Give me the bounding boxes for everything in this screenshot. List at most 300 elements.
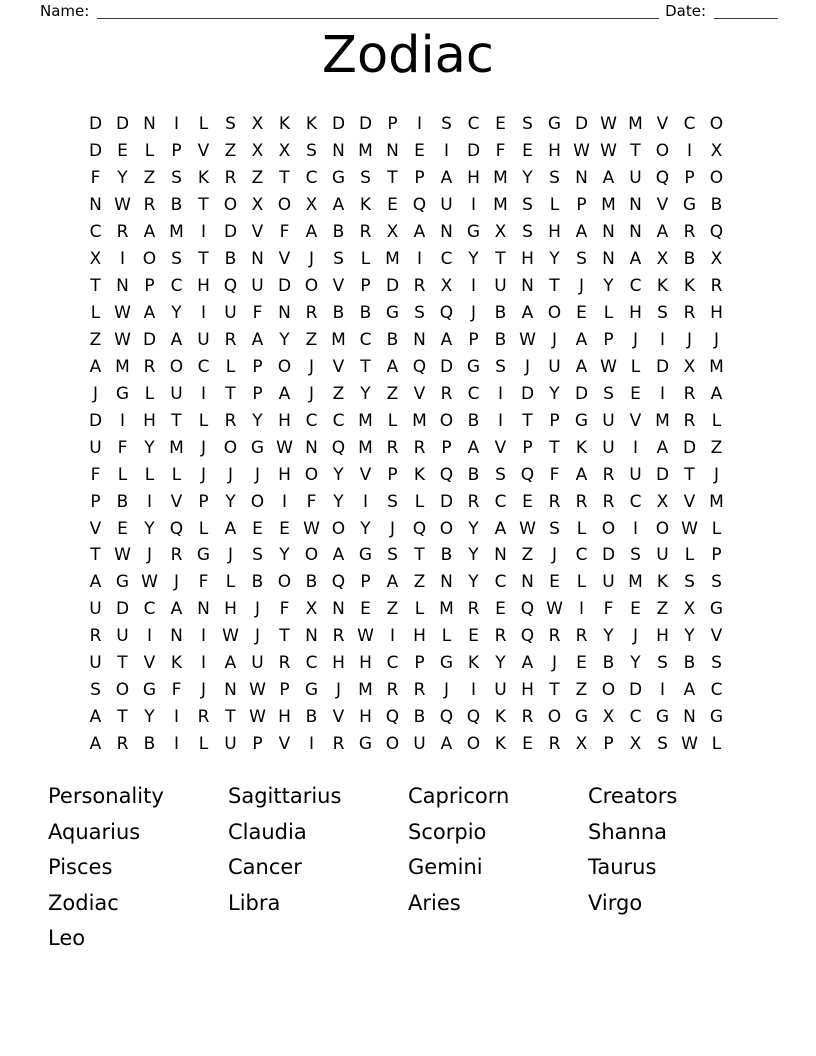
grid-cell: I [146, 491, 152, 512]
word-item: Cancer [228, 855, 302, 880]
grid-cell: N [440, 222, 453, 243]
grid-cell: U [251, 653, 264, 674]
grid-cell: O [709, 168, 724, 189]
grid-cell: V [278, 249, 291, 270]
grid-cell: V [656, 195, 669, 216]
grid-cell: T [522, 410, 533, 431]
grid-cell: M [439, 599, 454, 620]
grid-cell: W [573, 141, 590, 162]
grid-cell: T [360, 356, 371, 377]
grid-cell: R [440, 383, 453, 404]
grid-cell: R [683, 222, 696, 243]
word-item: Taurus [588, 855, 657, 880]
grid-cell: Q [439, 707, 454, 728]
grid-cell: T [279, 168, 290, 189]
grid-cell: V [143, 653, 156, 674]
grid-cell: O [304, 545, 319, 566]
grid-cell: R [413, 680, 426, 701]
grid-cell: N [629, 222, 642, 243]
grid-cell: A [143, 222, 156, 243]
date-blank-line [714, 2, 778, 19]
grid-cell: M [358, 410, 373, 431]
grid-cell: C [494, 491, 507, 512]
grid-cell: A [224, 518, 237, 539]
grid-cell: C [629, 276, 642, 297]
grid-cell: U [224, 303, 237, 324]
grid-cell: S [711, 653, 722, 674]
grid-cell: Z [386, 383, 399, 404]
grid-cell: A [278, 383, 291, 404]
grid-cell: V [170, 491, 183, 512]
word-item: Zodiac [48, 890, 119, 915]
grid-cell: R [359, 222, 372, 243]
grid-cell: A [386, 572, 399, 593]
grid-cell: A [521, 303, 534, 324]
grid-cell: N [143, 114, 156, 135]
word-column [228, 779, 408, 921]
grid-cell: L [90, 303, 101, 324]
grid-cell: M [628, 114, 643, 135]
grid-cell: B [143, 734, 156, 755]
grid-cell: M [385, 249, 400, 270]
grid-cell: R [575, 491, 588, 512]
grid-cell: B [386, 329, 399, 350]
grid-cell: T [630, 141, 641, 162]
grid-cell: L [225, 356, 236, 377]
grid-cell: O [142, 249, 157, 270]
grid-cell: U [197, 329, 210, 350]
grid-cell: I [200, 653, 206, 674]
grid-cell: T [117, 707, 128, 728]
grid-cell: S [603, 383, 614, 404]
grid-cell: V [683, 491, 696, 512]
grid-cell: R [467, 491, 480, 512]
grid-cell: O [601, 680, 616, 701]
word-item: Pisces [48, 855, 113, 880]
grid-cell: Z [521, 545, 534, 566]
grid-cell: R [413, 437, 426, 458]
grid-cell: L [144, 141, 155, 162]
grid-cell: T [171, 410, 182, 431]
grid-cell: J [713, 329, 719, 350]
grid-cell: X [656, 249, 669, 270]
grid-cell: U [170, 383, 183, 404]
grid-cell: O [277, 572, 292, 593]
grid-cell: Y [549, 249, 560, 270]
grid-cell: I [200, 626, 206, 647]
grid-cell: V [332, 356, 345, 377]
word-item: Creators [588, 784, 678, 808]
grid-cell: L [171, 464, 182, 485]
grid-cell: C [386, 653, 399, 674]
grid-cell: K [575, 437, 588, 458]
grid-cell: H [710, 303, 723, 324]
grid-cell: N [602, 222, 615, 243]
grid-cell: D [601, 545, 616, 566]
grid-cell: P [171, 141, 182, 162]
grid-cell: I [281, 491, 287, 512]
grid-cell: E [630, 599, 641, 620]
grid-cell: D [115, 599, 130, 620]
grid-cell: U [89, 653, 102, 674]
grid-cell: K [197, 168, 210, 189]
grid-cell: B [305, 707, 318, 728]
grid-cell: P [252, 383, 263, 404]
grid-cell: F [306, 491, 317, 512]
grid-cell: J [227, 545, 233, 566]
grid-cell: B [440, 545, 453, 566]
grid-cell: M [628, 572, 643, 593]
grid-cell: D [385, 276, 400, 297]
grid-cell: X [251, 141, 264, 162]
grid-cell: M [709, 491, 724, 512]
grid-cell: W [276, 437, 293, 458]
grid-cell: P [360, 276, 371, 297]
grid-cell: Q [655, 168, 670, 189]
grid-cell: X [629, 734, 642, 755]
grid-cell: I [659, 680, 665, 701]
grid-cell: R [197, 707, 210, 728]
grid-cell: M [358, 437, 373, 458]
grid-cell: E [522, 141, 533, 162]
grid-cell: W [141, 572, 158, 593]
grid-cell: L [387, 410, 398, 431]
grid-cell: H [467, 168, 480, 189]
grid-cell: V [278, 734, 291, 755]
grid-cell: C [629, 491, 642, 512]
grid-cell: S [495, 356, 506, 377]
word-item: Shanna [588, 819, 667, 844]
puzzle-title: Zodiac [322, 26, 494, 85]
grid-cell: I [200, 303, 206, 324]
grid-cell: R [413, 276, 426, 297]
grid-cell: I [173, 707, 179, 728]
grid-cell: J [200, 437, 206, 458]
grid-cell: P [603, 329, 614, 350]
grid-cell: I [470, 680, 476, 701]
grid-cell: A [305, 222, 318, 243]
grid-cell: A [332, 195, 345, 216]
grid-cell: G [466, 356, 481, 377]
grid-cell: Q [709, 222, 724, 243]
grid-cell: D [88, 410, 103, 431]
grid-cell: P [576, 195, 587, 216]
grid-cell: A [386, 356, 399, 377]
grid-cell: W [519, 518, 536, 539]
grid-cell: U [413, 734, 426, 755]
grid-cell: J [632, 329, 638, 350]
grid-cell: L [198, 518, 209, 539]
grid-cell: G [682, 195, 697, 216]
grid-cell: Y [468, 518, 479, 539]
grid-cell: O [250, 491, 265, 512]
grid-cell: R [386, 437, 399, 458]
grid-cell: P [522, 437, 533, 458]
grid-cell: J [200, 464, 206, 485]
grid-cell: I [173, 734, 179, 755]
grid-cell: G [574, 707, 589, 728]
grid-cell: L [441, 626, 452, 647]
grid-cell: D [520, 383, 535, 404]
grid-cell: D [277, 276, 292, 297]
grid-cell: H [656, 626, 669, 647]
grid-cell: I [632, 437, 638, 458]
grid-cell: A [683, 680, 696, 701]
grid-cell: I [416, 249, 422, 270]
grid-cell: J [254, 464, 260, 485]
grid-cell: U [89, 437, 102, 458]
grid-cell: B [332, 303, 345, 324]
grid-cell: A [575, 464, 588, 485]
grid-cell: U [116, 626, 129, 647]
grid-cell: R [170, 545, 183, 566]
grid-cell: O [655, 141, 670, 162]
word-column [588, 779, 768, 921]
grid-cell: D [439, 356, 454, 377]
grid-cell: A [602, 168, 615, 189]
grid-cell: B [467, 464, 480, 485]
word-item: Aquarius [48, 819, 141, 844]
grid-cell: P [90, 491, 101, 512]
grid-cell: T [117, 653, 128, 674]
grid-cell: X [683, 599, 696, 620]
grid-cell: J [92, 383, 98, 404]
grid-cell: E [495, 599, 506, 620]
grid-cell: G [331, 168, 346, 189]
grid-cell: N [89, 195, 102, 216]
grid-cell: W [546, 599, 563, 620]
grid-cell: T [549, 437, 560, 458]
grid-cell: Q [412, 195, 427, 216]
grid-cell: J [524, 356, 530, 377]
grid-cell: E [117, 518, 128, 539]
grid-cell: R [548, 491, 561, 512]
grid-cell: D [142, 329, 157, 350]
grid-cell: H [278, 464, 291, 485]
grid-cell: T [198, 249, 209, 270]
grid-cell: L [684, 545, 695, 566]
grid-cell: J [551, 545, 557, 566]
grid-cell: O [277, 195, 292, 216]
grid-cell: C [710, 680, 723, 701]
grid-cell: O [547, 303, 562, 324]
grid-cell: Q [439, 303, 454, 324]
grid-cell: P [468, 329, 479, 350]
grid-cell: T [225, 707, 236, 728]
grid-cell: Y [549, 383, 560, 404]
grid-cell: U [224, 734, 237, 755]
word-item: Personality [48, 784, 164, 808]
grid-cell: G [115, 572, 130, 593]
grid-cell: B [494, 329, 507, 350]
grid-cell: W [114, 195, 131, 216]
grid-cell: O [439, 518, 454, 539]
grid-cell: L [198, 734, 209, 755]
grid-cell: I [362, 491, 368, 512]
grid-cell: A [170, 599, 183, 620]
grid-cell: B [683, 653, 696, 674]
grid-cell: X [386, 222, 399, 243]
grid-cell: L [576, 518, 587, 539]
grid-cell: R [683, 410, 696, 431]
grid-cell: P [603, 734, 614, 755]
grid-cell: D [682, 437, 697, 458]
grid-cell: S [414, 303, 425, 324]
grid-cell: G [466, 222, 481, 243]
grid-cell: U [494, 680, 507, 701]
grid-cell: P [414, 653, 425, 674]
grid-cell: L [225, 572, 236, 593]
grid-cell: N [251, 249, 264, 270]
grid-cell: R [602, 491, 615, 512]
grid-cell: G [358, 545, 373, 566]
grid-cell: A [629, 249, 642, 270]
grid-cell: D [115, 114, 130, 135]
grid-cell: Y [333, 464, 344, 485]
grid-cell: T [549, 276, 560, 297]
grid-cell: Z [656, 599, 669, 620]
grid-cell: L [414, 491, 425, 512]
grid-cell: K [656, 276, 669, 297]
grid-cell: T [279, 626, 290, 647]
name-blank-line [97, 2, 659, 19]
grid-cell: N [629, 195, 642, 216]
grid-cell: N [494, 545, 507, 566]
grid-cell: V [89, 518, 102, 539]
grid-cell: C [575, 545, 588, 566]
grid-cell: L [117, 464, 128, 485]
grid-cell: W [681, 734, 698, 755]
grid-cell: R [116, 222, 129, 243]
grid-cell: T [198, 195, 209, 216]
grid-cell: H [224, 599, 237, 620]
grid-cell: S [522, 222, 533, 243]
grid-cell: T [90, 276, 101, 297]
grid-cell: G [358, 734, 373, 755]
grid-cell: B [602, 653, 615, 674]
grid-cell: A [440, 734, 453, 755]
grid-cell: R [494, 626, 507, 647]
grid-cell: I [173, 114, 179, 135]
grid-cell: F [90, 168, 101, 189]
grid-cell: Y [495, 653, 506, 674]
grid-cell: D [88, 141, 103, 162]
grid-cell: Z [224, 141, 237, 162]
grid-cell: R [278, 653, 291, 674]
grid-cell: J [308, 356, 314, 377]
grid-cell: P [387, 464, 398, 485]
grid-cell: T [684, 464, 695, 485]
grid-cell: C [197, 356, 210, 377]
grid-cell: W [249, 707, 266, 728]
grid-cell: I [578, 599, 584, 620]
grid-cell: I [416, 114, 422, 135]
grid-cell: R [467, 599, 480, 620]
grid-cell: G [250, 437, 265, 458]
grid-cell: Q [385, 707, 400, 728]
grid-cell: O [547, 707, 562, 728]
grid-cell: O [331, 518, 346, 539]
grid-cell: K [494, 734, 507, 755]
grid-cell: X [251, 195, 264, 216]
grid-cell: J [254, 626, 260, 647]
grid-cell: L [144, 464, 155, 485]
grid-cell: D [331, 114, 346, 135]
grid-cell: H [278, 410, 291, 431]
grid-cell: Z [386, 599, 399, 620]
grid-cell: Y [684, 626, 695, 647]
grid-cell: C [683, 114, 696, 135]
name-label: Name: [40, 2, 90, 20]
grid-cell: V [359, 464, 372, 485]
grid-cell: P [684, 168, 695, 189]
grid-cell: E [387, 195, 398, 216]
grid-cell: S [549, 168, 560, 189]
grid-cell: M [115, 356, 130, 377]
grid-cell: Q [331, 437, 346, 458]
grid-cell: A [413, 222, 426, 243]
grid-cell: Y [171, 303, 182, 324]
grid-cell: R [224, 329, 237, 350]
grid-cell: I [119, 249, 125, 270]
grid-cell: E [360, 599, 371, 620]
grid-cell: E [117, 141, 128, 162]
grid-cell: G [304, 680, 319, 701]
grid-cell: J [254, 599, 260, 620]
grid-cell: H [548, 222, 561, 243]
word-item: Aries [408, 890, 461, 915]
grid-cell: B [413, 707, 426, 728]
grid-cell: W [114, 545, 131, 566]
grid-cell: A [89, 734, 102, 755]
grid-cell: C [629, 707, 642, 728]
grid-cell: N [116, 276, 129, 297]
grid-cell: M [358, 680, 373, 701]
grid-cell: O [601, 518, 616, 539]
grid-cell: R [575, 626, 588, 647]
grid-cell: I [389, 626, 395, 647]
grid-cell: C [440, 249, 453, 270]
grid-cell: C [143, 599, 156, 620]
grid-cell: L [144, 383, 155, 404]
grid-cell: X [656, 491, 669, 512]
grid-cell: R [683, 383, 696, 404]
date-label: Date: [665, 2, 706, 20]
grid-cell: A [170, 329, 183, 350]
grid-cell: N [386, 141, 399, 162]
grid-cell: B [467, 410, 480, 431]
grid-cell: O [304, 464, 319, 485]
grid-cell: S [360, 168, 371, 189]
grid-cell: X [278, 141, 291, 162]
grid-cell: R [602, 464, 615, 485]
grid-cell: N [170, 626, 183, 647]
grid-cell: I [119, 410, 125, 431]
word-item: Virgo [588, 890, 643, 915]
grid-cell: N [224, 680, 237, 701]
grid-cell: X [251, 114, 264, 135]
word-item: Libra [228, 890, 281, 915]
grid-cell: U [89, 599, 102, 620]
grid-cell: G [574, 410, 589, 431]
grid-cell: V [413, 383, 426, 404]
grid-cell: R [521, 707, 534, 728]
grid-cell: F [198, 572, 209, 593]
grid-cell: L [414, 599, 425, 620]
grid-cell: N [521, 276, 534, 297]
grid-cell: I [146, 626, 152, 647]
grid-cell: S [549, 518, 560, 539]
